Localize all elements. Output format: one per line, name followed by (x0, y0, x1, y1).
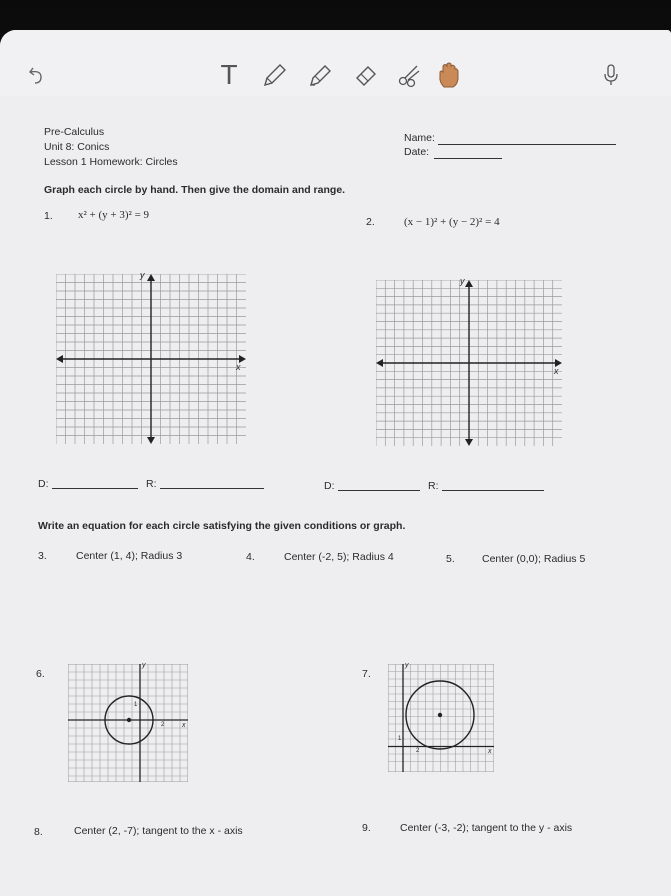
problem2-number: 2. (366, 216, 375, 228)
graph6-tick-y: 1 (134, 702, 138, 708)
graph7 (388, 664, 494, 777)
problem4-number: 4. (246, 551, 255, 563)
lasso-tool-button[interactable] (392, 60, 426, 90)
name-blank[interactable] (438, 144, 616, 145)
problem5-number: 5. (446, 553, 455, 565)
graph2-x-label: x (554, 366, 559, 376)
problem4-text: Center (-2, 5); Radius 4 (284, 551, 394, 563)
text-tool-button[interactable]: T (220, 59, 238, 90)
undo-button[interactable] (24, 60, 50, 90)
problem2-domain-label: D: (324, 480, 335, 492)
lasso-scissors-icon (395, 61, 423, 89)
graph6-tick-x: 2 (161, 722, 165, 728)
problem1-equation: x² + (y + 3)² = 9 (78, 209, 150, 221)
problem1-domain-label: D: (38, 478, 49, 490)
microphone-button[interactable] (598, 60, 624, 90)
date-label: Date: (404, 146, 430, 158)
graph2-y-label: y (460, 276, 465, 286)
problem2-range-blank[interactable] (442, 490, 544, 491)
problem9-number: 9. (362, 822, 371, 834)
problem6-number: 6. (36, 668, 45, 680)
lesson-title: Lesson 1 Homework: Circles (44, 156, 178, 168)
hand-icon (435, 60, 463, 90)
pen-icon (261, 61, 289, 89)
graph6-x-label: x (182, 722, 186, 729)
graph7-tick-x: 2 (416, 748, 420, 754)
date-blank[interactable] (434, 158, 502, 159)
problem2-range-label: R: (428, 480, 439, 492)
annotation-toolbar (0, 30, 671, 97)
problem8-text: Center (2, -7); tangent to the x - axis (74, 825, 243, 837)
problem5-text: Center (0,0); Radius 5 (482, 553, 586, 565)
graph1-x-label: x (236, 362, 241, 372)
highlighter-icon (306, 61, 334, 89)
problem9-text: Center (-3, -2); tangent to the y - axis (400, 822, 573, 834)
graph7-tick-y: 1 (398, 736, 402, 742)
graph6-y-label: y (142, 662, 146, 669)
section1-instruction: Graph each circle by hand. Then give the domain and range. (44, 184, 346, 196)
graph2[interactable] (376, 276, 562, 451)
graph7-y-label: y (405, 662, 409, 669)
pen-tool-button[interactable] (258, 60, 292, 90)
undo-icon (27, 64, 47, 86)
hand-tool-button[interactable] (432, 60, 466, 90)
eraser-icon (351, 61, 379, 89)
problem1-domain-blank[interactable] (52, 488, 138, 489)
problem3-number: 3. (38, 550, 47, 562)
microphone-icon (602, 62, 620, 88)
problem8-number: 8. (34, 826, 43, 838)
course-title: Pre-Calculus (44, 126, 105, 138)
worksheet-page[interactable] (0, 96, 671, 896)
section2-instruction: Write an equation for each circle satisfying the given conditions or graph. (38, 520, 406, 532)
problem3-text: Center (1, 4); Radius 3 (76, 550, 183, 562)
graph1[interactable] (56, 270, 246, 449)
graph6 (68, 664, 188, 787)
app-screen (0, 30, 671, 896)
problem1-range-blank[interactable] (160, 488, 264, 489)
graph7-x-label: x (488, 748, 492, 755)
problem7-number: 7. (362, 668, 371, 680)
problem1-range-label: R: (146, 478, 157, 490)
problem1-number: 1. (44, 210, 53, 222)
eraser-tool-button[interactable] (348, 60, 382, 90)
problem2-domain-blank[interactable] (338, 490, 420, 491)
name-label: Name: (404, 132, 435, 144)
unit-title: Unit 8: Conics (44, 141, 110, 153)
graph1-y-label: y (140, 270, 145, 280)
problem2-equation: (x − 1)² + (y − 2)² = 4 (404, 216, 500, 228)
highlighter-tool-button[interactable] (303, 60, 337, 90)
